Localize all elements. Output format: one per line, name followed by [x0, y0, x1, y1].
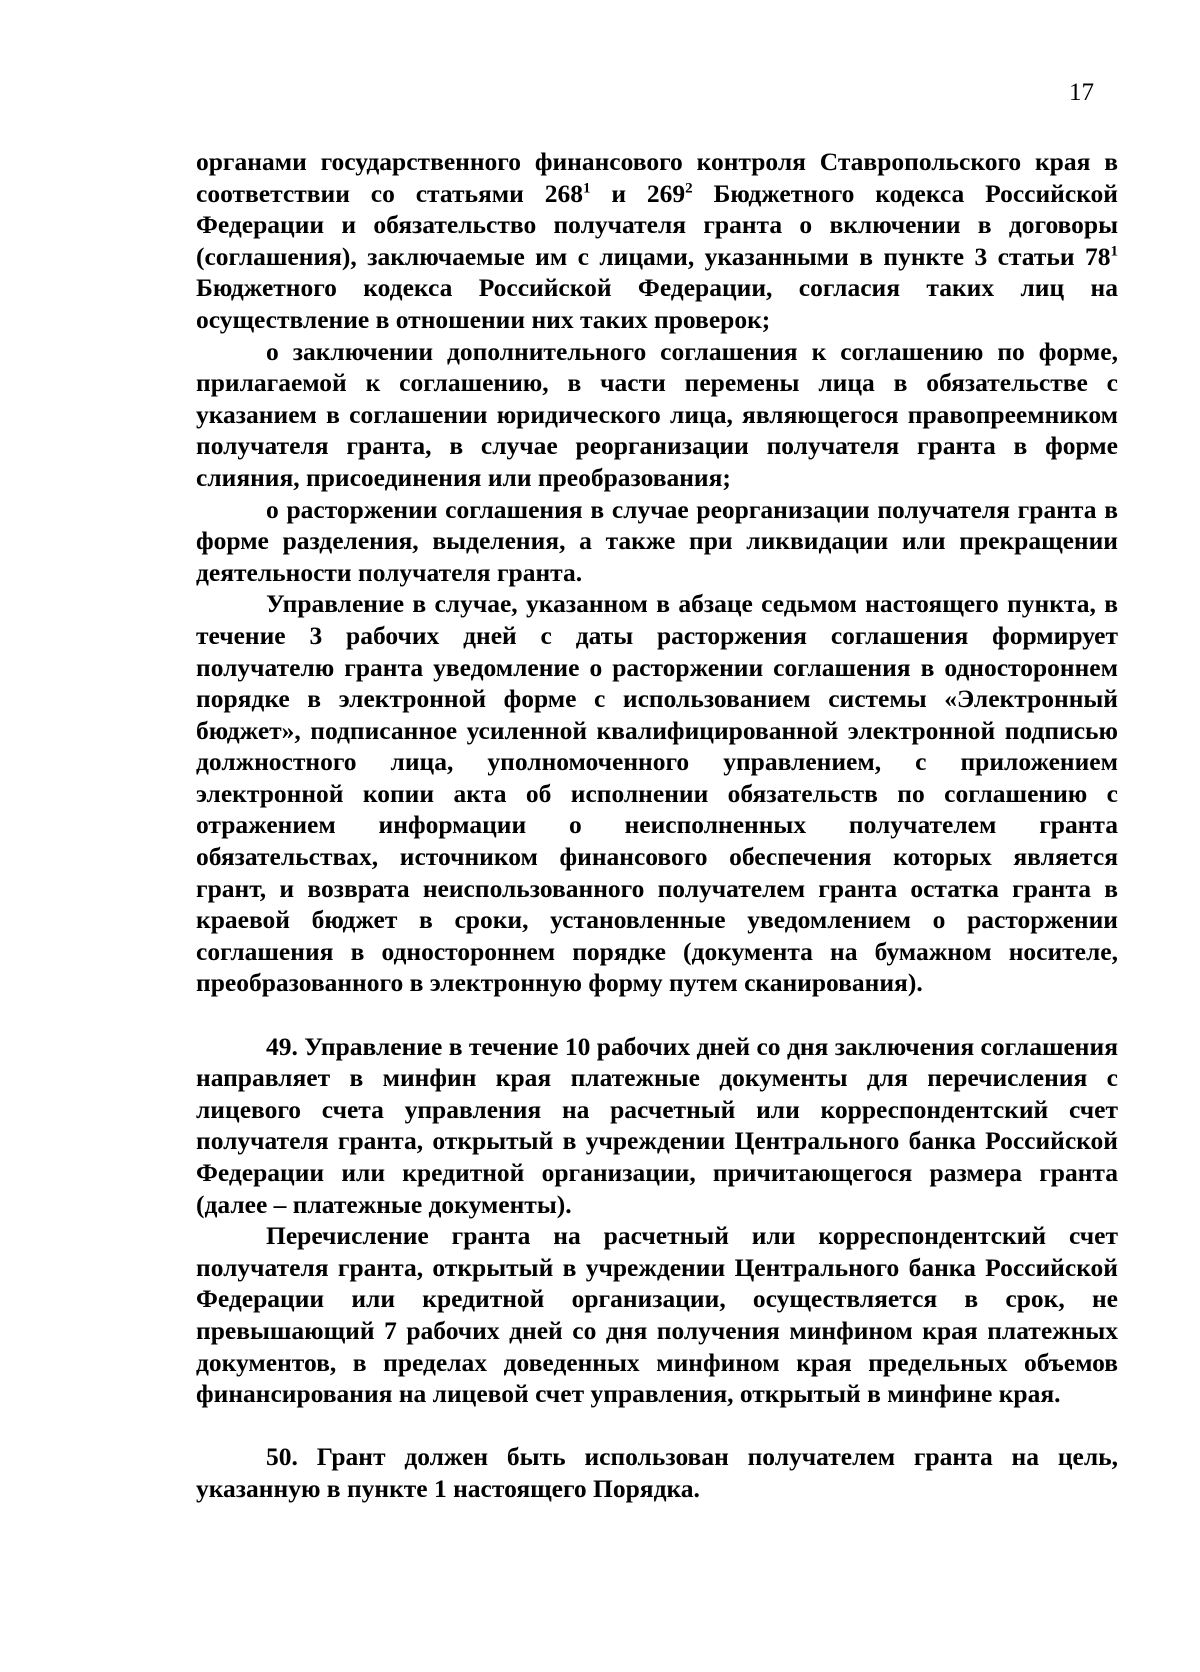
- paragraph: [196, 588, 1118, 999]
- paragraph: [196, 336, 1118, 494]
- paragraph-text: органами государственного финансового контроля Ставропольского края в соответствии со статьями 268: [196, 147, 1118, 208]
- paragraph: [196, 1441, 1118, 1504]
- paragraph-text: 50. Грант должен быть использован получателем гранта на цель, указанную в пункте 1 настоящего Порядка.: [196, 1442, 1118, 1503]
- superscript: 1: [582, 180, 591, 197]
- paragraph-text: о заключении дополнительного соглашения к соглашению по форме, прилагаемой к соглашению, в части перемены лица в обязательстве с указанием в соглашении юридического лица, являющегося правопреемником получателя гранта, в случае реорганизации получателя гранта в форме слияния, присоединения или преобразования;: [196, 336, 1118, 492]
- paragraph-text: и 269: [590, 178, 686, 208]
- paragraph: [196, 1031, 1118, 1221]
- paragraph-text: о расторжении соглашения в случае реорганизации получателя гранта в форме разделения, выделения, а также при ликвидации или прекращении деятельности получателя гранта.: [196, 494, 1118, 587]
- paragraph-text: 49. Управление в течение 10 рабочих дней со дня заключения соглашения направляет в минфин края платежные документы для перечисления с лицевого счета управления на расчетный или корреспондентский счет получателя гранта, открытый в учреждении Центрального банка Российской Федерации или кредитной организации, причитающегося размера гранта (далее – платежные документы).: [196, 1031, 1118, 1219]
- superscript: 1: [1110, 243, 1118, 260]
- page-number: 17: [1069, 79, 1094, 106]
- paragraph-text: Бюджетного кодекса Российской Федерации и обязательство получателя гранта о включении в договоры (соглашения), заключаемые им с лицами, указанными в пункте 3 статьи 78: [196, 178, 1118, 271]
- paragraph: [196, 146, 1118, 336]
- document-body: [196, 146, 1118, 1505]
- paragraph-text: Перечисление гранта на расчетный или корреспондентский счет получателя гранта, открытый в учреждении Центрального банка Российской Федерации или кредитной организации, осуществляется в срок, не превышающий 7 рабочих дней со дня получения минфином края платежных документов, в пределах доведенных минфином края предельных объемов финансирования на лицевой счет управления, открытый в минфине края.: [196, 1221, 1118, 1409]
- superscript: 2: [685, 180, 693, 197]
- paragraph: [196, 1220, 1118, 1410]
- paragraph: [196, 494, 1118, 589]
- paragraph-text: Бюджетного кодекса Российской Федерации, согласия таких лиц на осуществление в отношении них таких проверок;: [196, 273, 1118, 334]
- paragraph-text: Управление в случае, указанном в абзаце седьмом настоящего пункта, в течение 3 рабочих дней с даты расторжения соглашения формирует получателю гранта уведомление о расторжении соглашения в одностороннем порядке в электронной форме с использованием системы «Электронный бюджет», подписанное усиленной квалифицированной электронной подписью должностного лица, уполномоченного управлением, с приложением электронной копии акта об исполнении обязательств по соглашению с отражением информации о неисполненных получателем гранта обязательствах, источником финансового обеспечения которых является грант, и возврата неиспользованного получателем гранта остатка гранта в краевой бюджет в сроки, установленные уведомлением о расторжении соглашения в одностороннем порядке (документа на бумажном носителе, преобразованного в электронную форму путем сканирования).: [196, 589, 1118, 998]
